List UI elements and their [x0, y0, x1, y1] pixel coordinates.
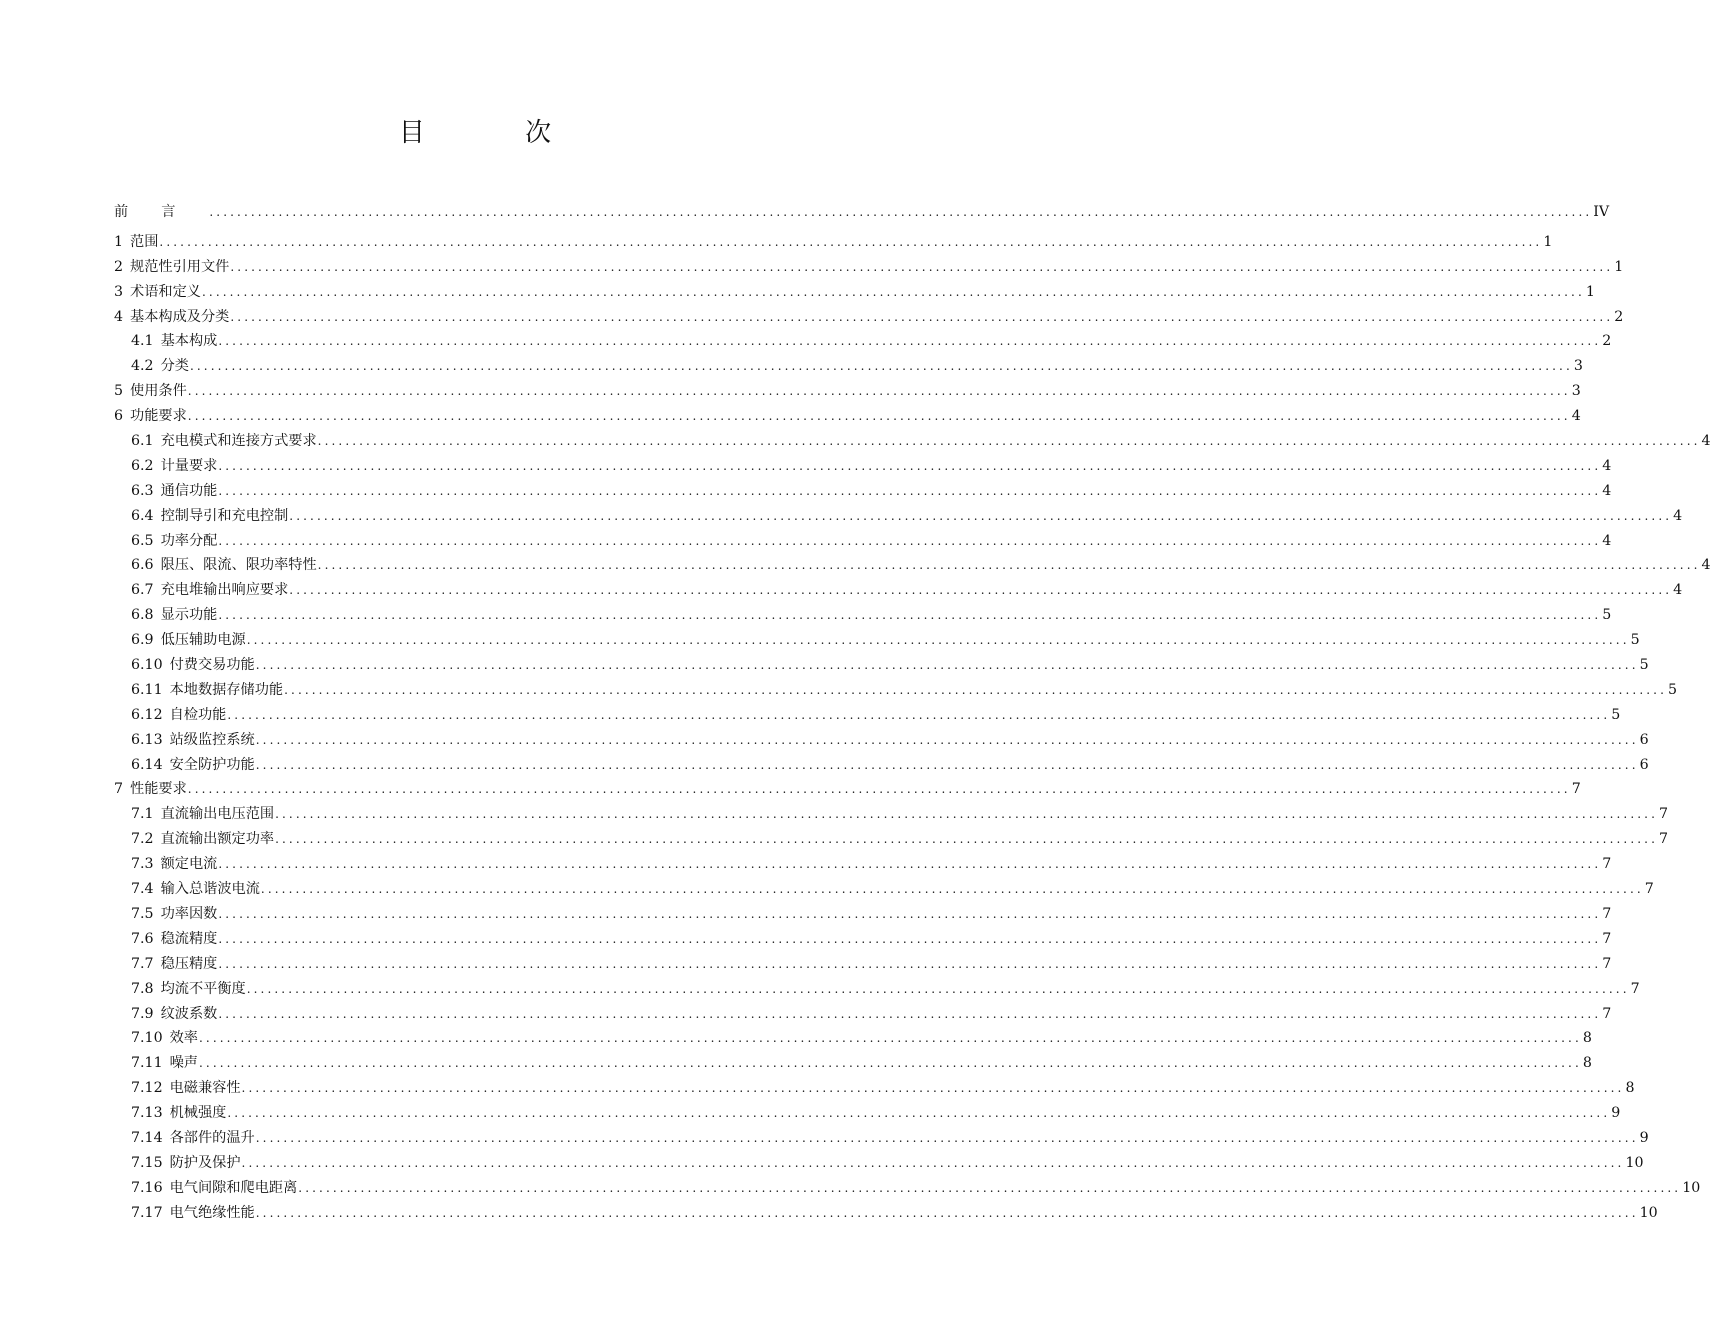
toc-entry-page: 5: [1611, 706, 1621, 723]
toc-entry-text: 额定电流: [160, 856, 218, 873]
toc-entry-label: [131, 504, 288, 529]
toc-entry-page: 7: [1658, 831, 1669, 848]
toc-entry-number: 7.5: [131, 905, 154, 922]
toc-entry[interactable]: [114, 927, 1612, 952]
toc-entry-number: 6.4: [131, 507, 154, 524]
toc-entry-text: 前言: [114, 204, 209, 220]
toc-entry[interactable]: [114, 280, 1595, 305]
toc-leader-dots: ........................................................................................................................................................................................................: [198, 1056, 1582, 1071]
toc-entry-number: 7.4: [131, 881, 154, 898]
toc-entry-text: 输入总谐波电流: [160, 881, 260, 898]
toc-leader-dots: ........................................................................................................................................................................................................: [260, 882, 1644, 897]
toc-leader-dots: ........................................................................................................................................................................................................: [230, 309, 1614, 324]
toc-entry-number: 6.13: [131, 731, 163, 748]
toc-entry-page: IV: [1593, 204, 1610, 220]
toc-entry-page: 10: [1639, 1204, 1658, 1221]
toc-entry-page: 1: [1614, 258, 1624, 275]
toc-entry[interactable]: [114, 1101, 1621, 1126]
toc-entry-label: [131, 802, 274, 827]
toc-entry-text: 范围: [130, 233, 159, 250]
toc-entry-number: 7.7: [131, 955, 154, 972]
toc-entry-page: 4: [1673, 507, 1683, 524]
toc-entry-page: 3: [1573, 358, 1583, 375]
toc-entry[interactable]: [114, 1051, 1592, 1076]
toc-entry-label: [131, 728, 255, 753]
toc-entry-text: 纹波系数: [160, 1005, 218, 1022]
toc-entry[interactable]: [114, 852, 1612, 877]
toc-leader-dots: ........................................................................................................................................................................................................: [230, 259, 1614, 274]
toc-entry[interactable]: [114, 628, 1640, 653]
toc-leader-dots: ........................................................................................................................................................................................................: [218, 931, 1602, 946]
toc-entry-page: 9: [1639, 1129, 1649, 1146]
toc-entry[interactable]: [114, 827, 1669, 852]
toc-entry[interactable]: [114, 977, 1640, 1002]
toc-entry-label: [131, 479, 217, 504]
toc-entry-page: 7: [1602, 955, 1612, 972]
toc-leader-dots: ........................................................................................................................................................................................................: [227, 707, 1611, 722]
toc-entry-label: [131, 678, 283, 703]
toc-entry[interactable]: [114, 529, 1612, 554]
toc-entry-page: 7: [1644, 881, 1654, 898]
toc-leader-dots: ........................................................................................................................................................................................................: [255, 732, 1639, 747]
toc-entry-text: 效率: [169, 1030, 198, 1047]
toc-entry[interactable]: [114, 777, 1581, 802]
toc-leader-dots: ........................................................................................................................................................................................................: [289, 508, 1673, 523]
toc-entry-text: 基本构成及分类: [130, 308, 230, 325]
toc-entry-number: 7.12: [131, 1080, 163, 1097]
toc-entry-label: [131, 1126, 255, 1151]
toc-entry-page: 4: [1602, 532, 1612, 549]
toc-leader-dots: ........................................................................................................................................................................................................: [218, 533, 1602, 548]
toc-entry-text: 各部件的温升: [169, 1129, 255, 1146]
toc-entry-text: 安全防护功能: [169, 756, 255, 773]
toc-entry[interactable]: [114, 200, 1610, 225]
toc-entry-label: [131, 852, 217, 877]
toc-entry-page: 2: [1602, 333, 1612, 350]
toc-entry-label: [131, 753, 255, 778]
toc-leader-dots: ........................................................................................................................................................................................................: [187, 384, 1571, 399]
toc-leader-dots: ........................................................................................................................................................................................................: [255, 757, 1639, 772]
toc-entry-label: [131, 553, 317, 578]
toc-leader-dots: ........................................................................................................................................................................................................: [159, 234, 1543, 249]
toc-entry[interactable]: [114, 1151, 1644, 1176]
toc-leader-dots: ........................................................................................................................................................................................................: [218, 857, 1602, 872]
toc-leader-dots: ........................................................................................................................................................................................................: [255, 1130, 1639, 1145]
toc-entry[interactable]: [114, 603, 1612, 628]
toc-leader-dots: ........................................................................................................................................................................................................: [246, 981, 1630, 996]
toc-entry-label: [114, 255, 229, 280]
toc-entry-number: 2: [114, 258, 124, 275]
toc-leader-dots: ........................................................................................................................................................................................................: [209, 205, 1593, 219]
toc-leader-dots: ........................................................................................................................................................................................................: [218, 956, 1602, 971]
toc-leader-dots: ........................................................................................................................................................................................................: [187, 409, 1571, 424]
toc-entry[interactable]: [114, 952, 1612, 977]
toc-entry-text: 充电模式和连接方式要求: [160, 433, 317, 450]
toc-entry-text: 直流输出额定功率: [160, 831, 275, 848]
toc-entry-text: 限压、限流、限功率特性: [160, 557, 317, 574]
toc-leader-dots: ........................................................................................................................................................................................................: [317, 434, 1701, 449]
toc-entry-page: 4: [1602, 457, 1612, 474]
toc-entry-number: 6.12: [131, 706, 163, 723]
toc-entry-page: 7: [1602, 856, 1612, 873]
toc-entry-page: 1: [1543, 233, 1553, 250]
toc-entry-number: 6.2: [131, 457, 154, 474]
toc-entry-number: 6.9: [131, 632, 154, 649]
toc-entry-number: 7.13: [131, 1105, 163, 1122]
toc-entry-text: 基本构成: [160, 333, 218, 350]
toc-entry-label: [131, 329, 217, 354]
toc-entry-page: 1: [1585, 283, 1595, 300]
toc-entry-number: 4.1: [131, 333, 154, 350]
toc-entry-number: 6.8: [131, 607, 154, 624]
toc-entry-text: 电气间隙和爬电距离: [169, 1179, 298, 1196]
toc-entry-page: 7: [1571, 781, 1581, 798]
toc-entry[interactable]: [114, 553, 1711, 578]
toc-entry-page: 7: [1602, 1005, 1612, 1022]
toc-entry-text: 付费交易功能: [169, 657, 255, 674]
toc-entry-number: 6.11: [131, 681, 163, 698]
toc-leader-dots: ........................................................................................................................................................................................................: [218, 483, 1602, 498]
toc-entry-label: [131, 703, 226, 728]
toc-entry-label: [131, 877, 260, 902]
toc-leader-dots: ........................................................................................................................................................................................................: [227, 1106, 1611, 1121]
toc-entry-label: [114, 305, 229, 330]
toc-entry-label: [114, 280, 201, 305]
toc-entry[interactable]: [114, 429, 1711, 454]
toc-entry[interactable]: [114, 504, 1683, 529]
toc-entry[interactable]: [114, 1026, 1592, 1051]
toc-leader-dots: ........................................................................................................................................................................................................: [255, 1205, 1639, 1220]
toc-leader-dots: ........................................................................................................................................................................................................: [275, 832, 1658, 847]
toc-entry-text: 机械强度: [169, 1105, 227, 1122]
toc-entry-number: 5: [114, 383, 124, 400]
toc-entry-number: 4: [114, 308, 124, 325]
toc-entry-label: [114, 777, 187, 802]
toc-entry-text: 电磁兼容性: [169, 1080, 241, 1097]
toc-entry-text: 电气绝缘性能: [169, 1204, 255, 1221]
toc-entry-number: 6.14: [131, 756, 163, 773]
toc-entry-number: 6: [114, 408, 124, 425]
toc-entry-page: 8: [1582, 1055, 1592, 1072]
toc-entry-number: 7.17: [131, 1204, 163, 1221]
toc-leader-dots: ........................................................................................................................................................................................................: [289, 583, 1673, 598]
toc-entry-page: 3: [1571, 383, 1581, 400]
toc-entry-text: 规范性引用文件: [130, 258, 230, 275]
toc-entry[interactable]: [114, 329, 1612, 354]
toc-entry[interactable]: [114, 653, 1649, 678]
page-title: 目 次: [398, 118, 598, 148]
toc-entry-page: 6: [1639, 731, 1649, 748]
toc-entry[interactable]: [114, 728, 1649, 753]
toc-entry-page: 4: [1701, 557, 1711, 574]
toc-entry-page: 10: [1682, 1179, 1701, 1196]
toc-entry-text: 低压辅助电源: [160, 632, 246, 649]
toc-entry-number: 7.2: [131, 831, 154, 848]
toc-entry-page: 5: [1630, 632, 1640, 649]
toc-entry-text: 防护及保护: [169, 1154, 241, 1171]
toc-entry-label: [131, 1002, 217, 1027]
toc-entry-text: 通信功能: [160, 482, 218, 499]
toc-entry-text: 稳流精度: [160, 930, 218, 947]
toc-entry-text: 功率分配: [160, 532, 218, 549]
toc-entry-text: 直流输出电压范围: [160, 806, 275, 823]
toc-entry[interactable]: [114, 454, 1612, 479]
toc-entry[interactable]: [114, 877, 1654, 902]
toc-leader-dots: ........................................................................................................................................................................................................: [198, 1031, 1582, 1046]
toc-entry-number: 1: [114, 233, 124, 250]
toc-entry-text: 性能要求: [130, 781, 187, 798]
toc-entry-page: 7: [1658, 806, 1669, 823]
toc-entry-label: [131, 1151, 241, 1176]
toc-entry-text: 站级监控系统: [169, 731, 255, 748]
toc-entry-text: 分类: [160, 358, 189, 375]
toc-entry[interactable]: [114, 753, 1649, 778]
toc-entry-text: 术语和定义: [130, 283, 201, 300]
toc-entry-text: 功能要求: [130, 408, 187, 425]
toc-entry[interactable]: [114, 255, 1624, 280]
toc-entry-page: 5: [1602, 607, 1612, 624]
toc-entry-text: 充电堆输出响应要求: [160, 582, 289, 599]
toc-entry-number: 3: [114, 283, 124, 300]
toc-leader-dots: ........................................................................................................................................................................................................: [317, 558, 1701, 573]
toc-entry-label: [131, 653, 255, 678]
toc-entry-page: 4: [1571, 408, 1581, 425]
toc-leader-dots: ........................................................................................................................................................................................................: [246, 633, 1630, 648]
toc-entry-page: 8: [1582, 1030, 1592, 1047]
toc-entry[interactable]: [114, 354, 1583, 379]
toc-entry-label: [114, 379, 187, 404]
toc-entry[interactable]: [114, 1076, 1635, 1101]
toc-entry-page: 7: [1602, 905, 1612, 922]
toc-entry-label: [114, 230, 158, 255]
toc-entry-number: 4.2: [131, 358, 154, 375]
toc-entry[interactable]: [114, 678, 1678, 703]
toc-entry-number: 6.1: [131, 433, 154, 450]
toc-leader-dots: ........................................................................................................................................................................................................: [218, 458, 1602, 473]
toc-entry-label: [114, 404, 187, 429]
toc-entry-page: 4: [1701, 433, 1711, 450]
toc-leader-dots: ........................................................................................................................................................................................................: [218, 1006, 1602, 1021]
toc-entry-number: 7.6: [131, 930, 154, 947]
toc-entry-number: 6.6: [131, 557, 154, 574]
toc-entry-number: 7.9: [131, 1005, 154, 1022]
toc-entry-number: 7.15: [131, 1154, 163, 1171]
toc-leader-dots: ........................................................................................................................................................................................................: [187, 782, 1571, 797]
toc-entry-number: 6.7: [131, 582, 154, 599]
toc-entry-label: [131, 529, 217, 554]
toc-entry-number: 7.3: [131, 856, 154, 873]
toc-entry-number: 7.8: [131, 980, 154, 997]
toc-entry-text: 显示功能: [160, 607, 218, 624]
toc-entry[interactable]: [114, 379, 1581, 404]
toc-leader-dots: ........................................................................................................................................................................................................: [189, 359, 1573, 374]
toc-leader-dots: ........................................................................................................................................................................................................: [241, 1155, 1625, 1170]
toc-entry[interactable]: [114, 1201, 1658, 1226]
toc-entry[interactable]: [114, 230, 1553, 255]
toc-entry-page: 4: [1602, 482, 1612, 499]
toc-entry-page: 9: [1611, 1105, 1621, 1122]
toc-entry[interactable]: [114, 802, 1669, 827]
toc-entry-label: [131, 1176, 297, 1201]
toc-entry[interactable]: [114, 578, 1683, 603]
toc-entry-number: 7.11: [131, 1055, 163, 1072]
toc-entry-page: 5: [1639, 657, 1649, 674]
toc-entry-text: 均流不平衡度: [160, 980, 246, 997]
toc-entry-label: [131, 927, 217, 952]
toc-entry-label: [131, 354, 189, 379]
toc-entry-text: 本地数据存储功能: [169, 681, 284, 698]
toc-leader-dots: ........................................................................................................................................................................................................: [218, 906, 1602, 921]
toc-entry-label: [131, 429, 317, 454]
toc-entry-number: 7.14: [131, 1129, 163, 1146]
toc-entry-label: [131, 578, 288, 603]
toc-leader-dots: ........................................................................................................................................................................................................: [218, 334, 1602, 349]
toc-entry[interactable]: [114, 1002, 1612, 1027]
toc-entry-text: 使用条件: [130, 383, 187, 400]
toc-entry-text: 噪声: [169, 1055, 198, 1072]
toc-entry-number: 6.3: [131, 482, 154, 499]
toc-entry[interactable]: [114, 1126, 1649, 1151]
toc-entry-label: [131, 827, 274, 852]
toc-leader-dots: ........................................................................................................................................................................................................: [255, 658, 1639, 673]
toc-entry-label: [131, 952, 217, 977]
toc-entry-label: [114, 200, 208, 225]
toc-entry-page: 6: [1639, 756, 1649, 773]
toc-leader-dots: ........................................................................................................................................................................................................: [241, 1081, 1625, 1096]
toc-entry-page: 5: [1668, 681, 1678, 698]
toc-leader-dots: ........................................................................................................................................................................................................: [284, 682, 1667, 697]
toc-entry-label: [131, 1051, 198, 1076]
toc-entry-page: 8: [1625, 1080, 1635, 1097]
toc-leader-dots: ........................................................................................................................................................................................................: [275, 807, 1658, 822]
toc-entry-page: 7: [1630, 980, 1640, 997]
toc-entry-number: 7.10: [131, 1030, 163, 1047]
toc-entry-number: 7: [114, 781, 124, 798]
toc-entry-label: [131, 603, 217, 628]
toc-entry-label: [131, 628, 246, 653]
toc-leader-dots: ........................................................................................................................................................................................................: [218, 608, 1602, 623]
toc-entry-number: 6.10: [131, 657, 163, 674]
toc-entry-text: 功率因数: [160, 905, 218, 922]
toc-entry-number: 6.5: [131, 532, 154, 549]
toc-entry[interactable]: [114, 479, 1612, 504]
toc-entry-label: [131, 454, 217, 479]
toc-entry-text: 自检功能: [169, 706, 227, 723]
table-of-contents: [114, 200, 1711, 1226]
toc-entry[interactable]: [114, 404, 1581, 429]
toc-entry-page: 7: [1602, 930, 1612, 947]
toc-entry-label: [131, 977, 246, 1002]
toc-entry-label: [131, 1076, 241, 1101]
toc-entry-page: 4: [1673, 582, 1683, 599]
toc-entry-number: 7.16: [131, 1179, 163, 1196]
toc-entry[interactable]: [114, 703, 1621, 728]
toc-entry-label: [131, 1201, 255, 1226]
toc-entry-page: 10: [1625, 1154, 1644, 1171]
toc-entry-page: 2: [1614, 308, 1624, 325]
toc-entry-label: [131, 1026, 198, 1051]
toc-entry[interactable]: [114, 305, 1624, 330]
toc-entry-text: 稳压精度: [160, 955, 218, 972]
toc-entry-label: [131, 902, 217, 927]
toc-leader-dots: ........................................................................................................................................................................................................: [298, 1180, 1682, 1195]
toc-entry[interactable]: [114, 902, 1612, 927]
toc-entry-text: 计量要求: [160, 457, 218, 474]
toc-entry-number: 7.1: [131, 806, 154, 823]
toc-entry[interactable]: [114, 1176, 1701, 1201]
toc-leader-dots: ........................................................................................................................................................................................................: [201, 284, 1585, 299]
toc-entry-text: 控制导引和充电控制: [160, 507, 289, 524]
toc-entry-label: [131, 1101, 226, 1126]
